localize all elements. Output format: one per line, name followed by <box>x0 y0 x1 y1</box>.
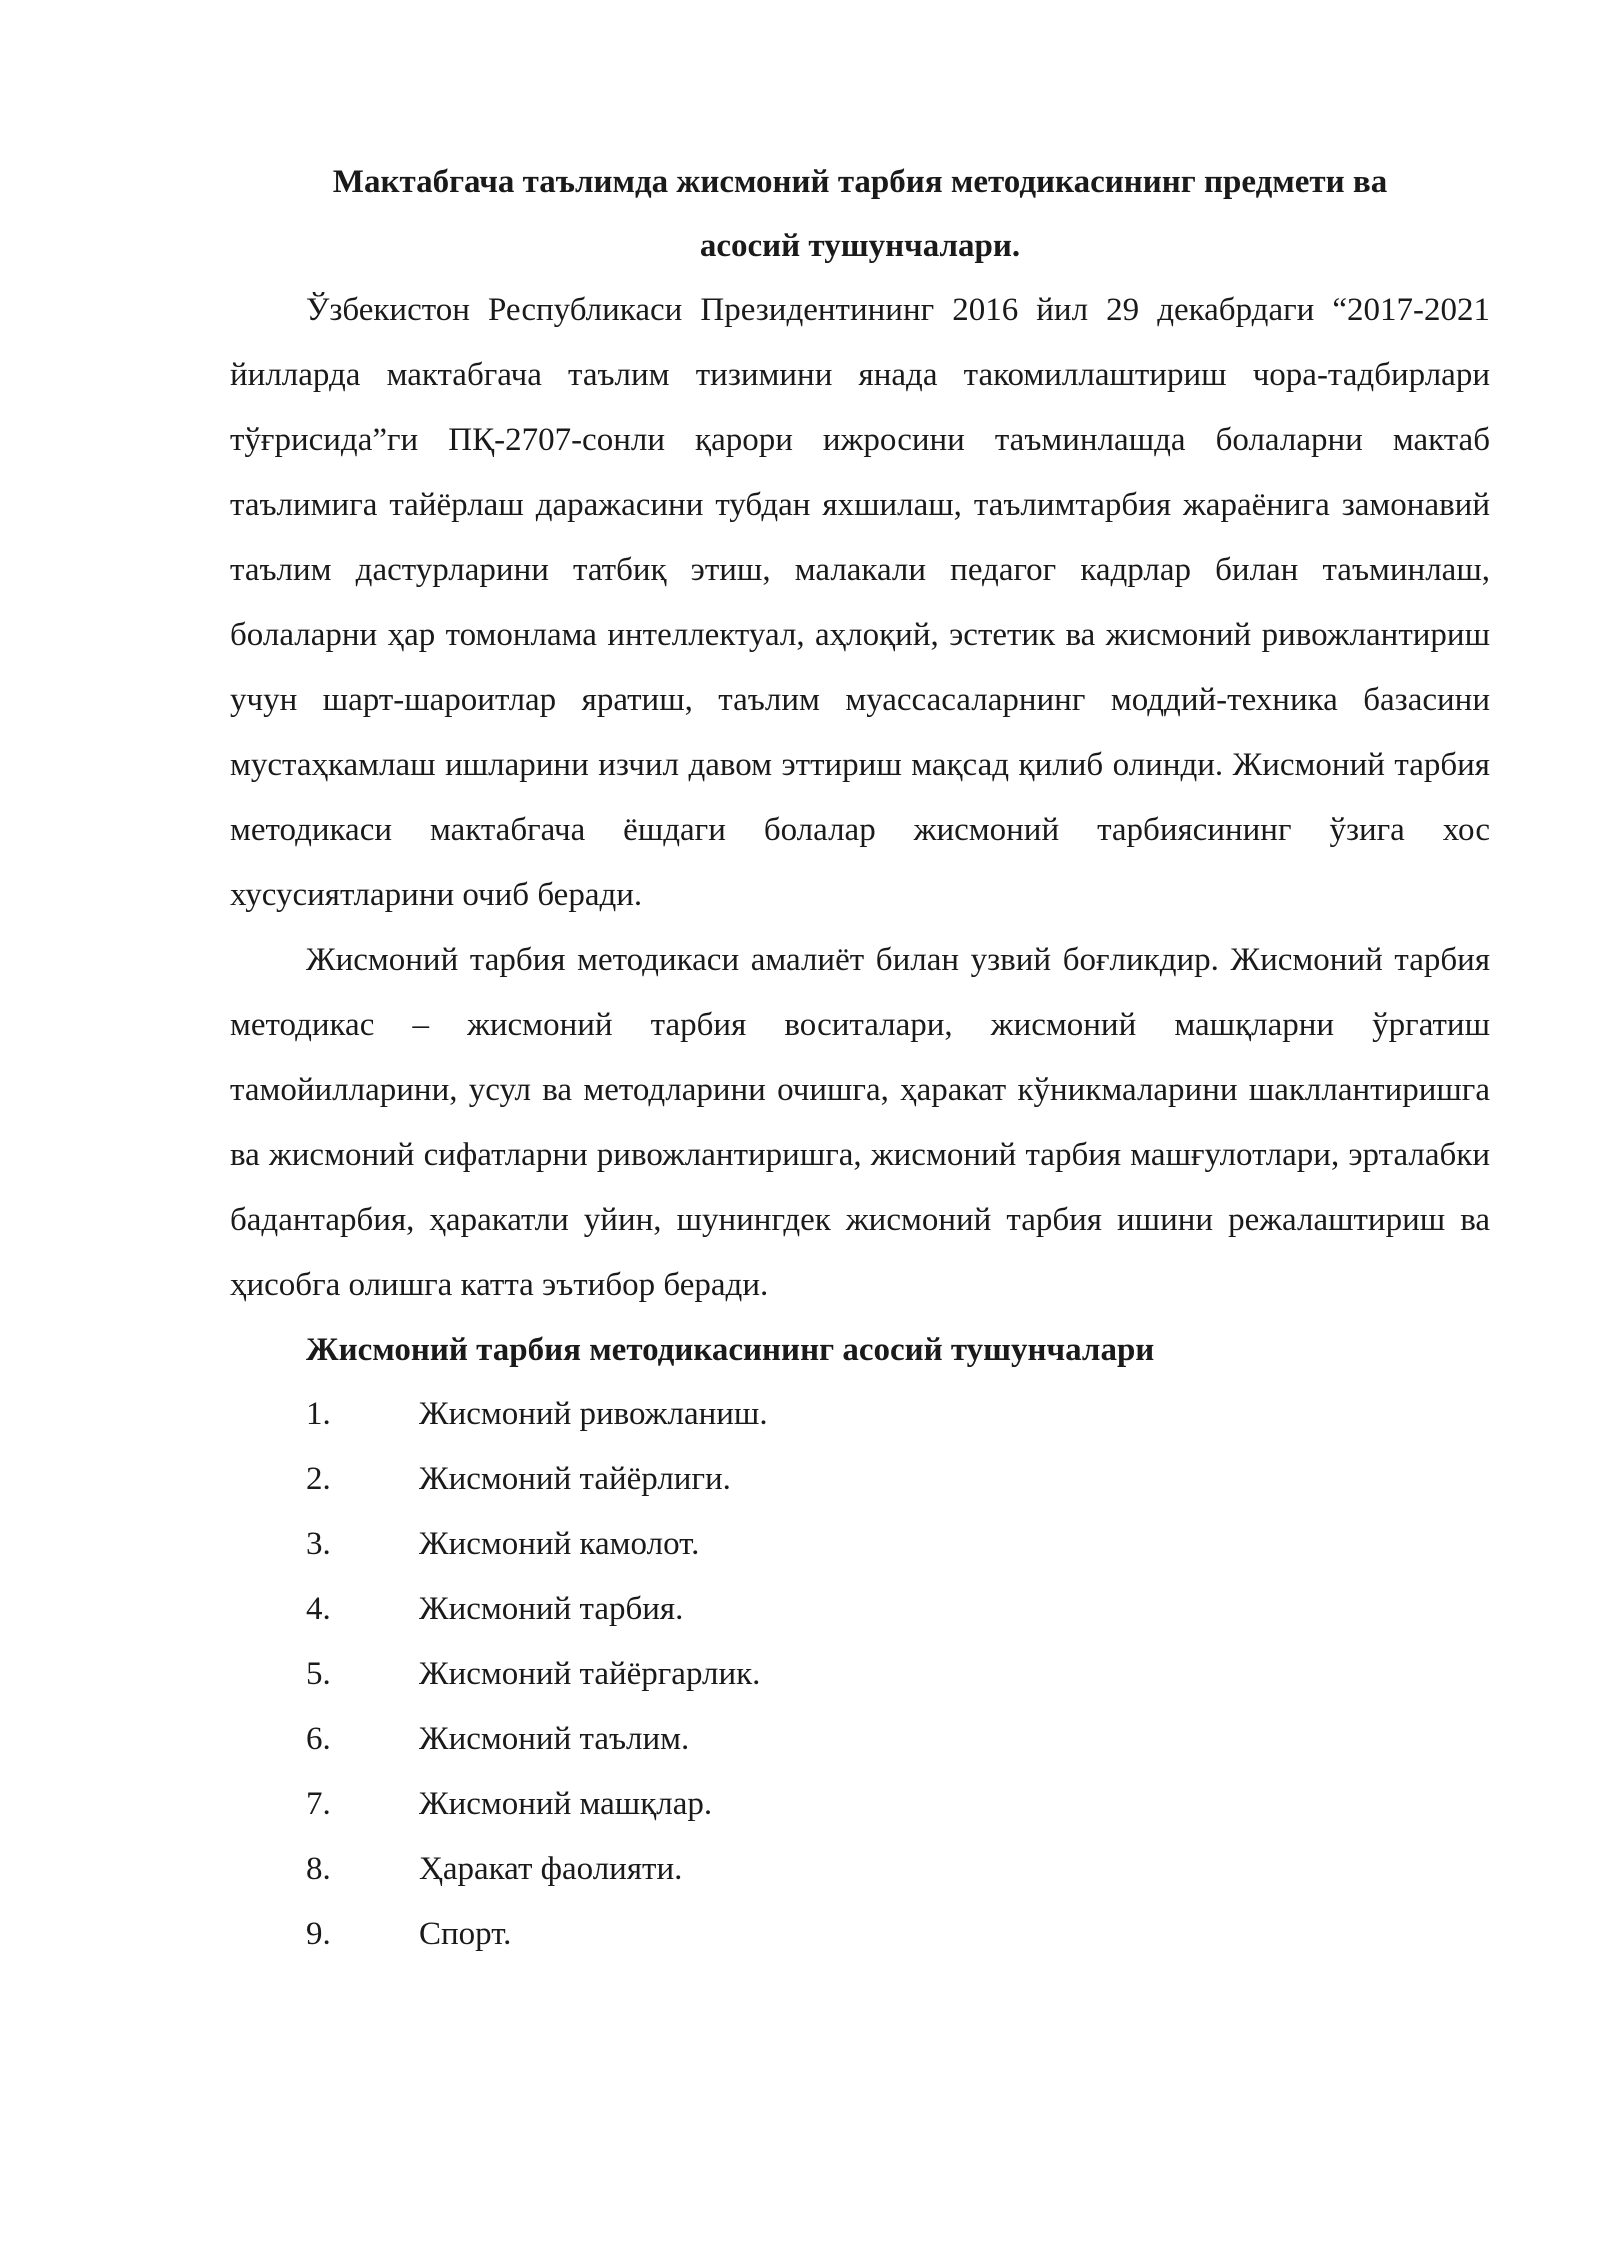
list-item <box>230 1577 1490 1642</box>
paragraph-intro: Ўзбекистон Республикаси Президентининг 2016 йил 29 декабрдаги “2017-2021 йилларда мактабгача таълим тизимини янада такомиллаштириш чора-тадбирлари тўғрисида”ги ПҚ-2707-сонли қарори ижросини таъминлашда болаларни мактаб таълимига тайёрлаш даражасини тубдан яхшилаш, таълимтарбия жараёнига замонавий таълим дастурларини татбиқ этиш, малакали педагог кадрлар билан таъминлаш, болаларни ҳар томонлама интеллектуал, аҳлоқий, эстетик ва жисмоний ривожлантириш учун шарт-шароитлар яратиш, таълим муассасаларнинг моддий-техника базасини мустаҳкамлаш ишларини изчил давом эттириш мақсад қилиб олинди. Жисмоний тарбия методикаси мактабгача ёшдаги болалар жисмоний тарбиясининг ўзига хос хусусиятларини очиб беради. <box>230 292 1490 913</box>
list-item <box>230 1447 1490 1512</box>
concepts-list <box>230 1382 1490 1967</box>
title-line-1: Мактабгача таълимда жисмоний тарбия методикасининг предмети ва <box>332 164 1388 200</box>
list-item-text: Жисмоний ривожланиш. <box>419 1396 768 1432</box>
list-item-text: Жисмоний камолот. <box>419 1526 700 1562</box>
list-item-text: Жисмоний машқлар. <box>419 1786 713 1822</box>
list-item-number: 5. <box>306 1656 331 1692</box>
paragraph-methodology: Жисмоний тарбия методикаси амалиёт билан узвий боғликдир. Жисмоний тарбия методикас – жисмоний тарбия воситалари, жисмоний машқларни ўргатиш тамойилларини, усул ва методларини очишга, ҳаракат кўникмаларини шакллантиришга ва жисмоний сифатларни ривожлантиришга, жисмоний тарбия машғулотлари, эрталабки бадантарбия, ҳаракатли уйин, шунингдек жисмоний тарбия ишини режалаштириш ва ҳисобга олишга катта эътибор беради. <box>230 942 1490 1303</box>
list-item-number: 8. <box>306 1851 331 1887</box>
list-item-number: 1. <box>306 1396 331 1432</box>
list-item-text: Жисмоний тайёргарлик. <box>419 1656 761 1692</box>
list-item-number: 9. <box>306 1916 331 1952</box>
list-item <box>230 1902 1490 1967</box>
list-item-number: 6. <box>306 1721 331 1757</box>
list-item <box>230 1707 1490 1772</box>
list-item-number: 7. <box>306 1786 331 1822</box>
title-line-2: асосий тушунчалари. <box>699 228 1021 264</box>
list-item <box>230 1772 1490 1837</box>
list-item-text: Жисмоний тарбия. <box>419 1591 684 1627</box>
document-page <box>230 150 1490 1967</box>
list-item <box>230 1512 1490 1577</box>
list-item <box>230 1382 1490 1447</box>
document-title <box>230 150 1490 278</box>
list-item-text: Жисмоний таълим. <box>419 1721 690 1757</box>
list-item <box>230 1642 1490 1707</box>
list-item-number: 3. <box>306 1526 331 1562</box>
list-item-number: 2. <box>306 1461 331 1497</box>
list-item-text: Жисмоний тайёрлиги. <box>419 1461 731 1497</box>
concepts-heading: Жисмоний тарбия методикасининг асосий тушунчалари <box>306 1332 1155 1368</box>
list-item-number: 4. <box>306 1591 331 1627</box>
list-item-text: Ҳаракат фаолияти. <box>419 1851 683 1887</box>
list-item-text: Спорт. <box>419 1916 512 1952</box>
list-item <box>230 1837 1490 1902</box>
